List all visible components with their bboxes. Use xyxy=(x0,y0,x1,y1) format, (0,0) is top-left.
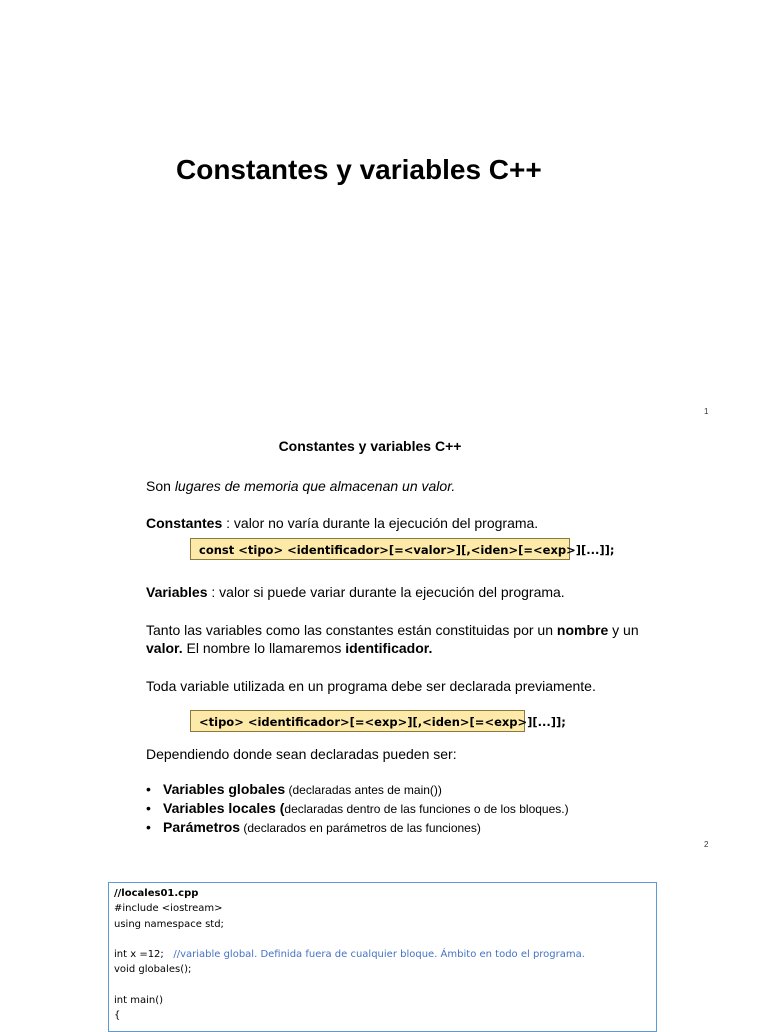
tanto-line-2: valor. El nombre lo llamaremos identificador. xyxy=(146,640,433,656)
constantes-label: Constantes xyxy=(146,515,223,531)
dependiendo-paragraph: Dependiendo donde sean declaradas pueden ser: xyxy=(146,746,457,762)
variables-label: Variables xyxy=(146,584,208,600)
bullet-icon: • xyxy=(146,781,151,797)
slide-1-title: Constantes y variables C++ xyxy=(176,154,542,185)
code-blank-line xyxy=(114,978,651,993)
code-line: void globales(); xyxy=(114,964,192,976)
code-line: int x =12; //variable global. Definida fuera de cualquier bloque. Ámbito en todo el programa. xyxy=(114,949,585,961)
code-line: int main() xyxy=(114,995,164,1007)
intro-italic: lugares de memoria que almacenan un valor. xyxy=(174,478,456,494)
toda-paragraph: Toda variable utilizada en un programa debe ser declarada previamente. xyxy=(146,678,596,694)
code-listing xyxy=(108,882,657,1032)
slide-2-title: Constantes y variables C++ xyxy=(278,438,462,454)
constantes-paragraph: Constantes : valor no varía durante la ejecución del programa. xyxy=(146,515,539,531)
list-item: • Parámetros (declarados en parámetros de las funciones) xyxy=(146,819,481,835)
bullet-icon: • xyxy=(146,800,151,816)
const-syntax-box: const <tipo> <identificador>[=<valor>][,<iden>[=<exp>][...]]; xyxy=(190,538,570,560)
variables-paragraph: Variables : valor si puede variar durante la ejecución del programa. xyxy=(146,584,565,600)
page-number-2: 2 xyxy=(704,840,709,849)
bullet-icon: • xyxy=(146,819,151,835)
page-number-1: 1 xyxy=(704,407,709,416)
tanto-paragraph xyxy=(146,621,639,657)
tanto-line-1: Tanto las variables como las constantes están constituidas por un nombre y un xyxy=(146,622,639,638)
code-line: using namespace std; xyxy=(114,918,224,930)
code-blank-line xyxy=(114,932,651,947)
code-line: { xyxy=(114,1010,121,1022)
declaration-kinds-list xyxy=(146,780,569,837)
list-item: • Variables globales (declaradas antes de main()) xyxy=(146,781,442,797)
var-syntax-box: <tipo> <identificador>[=<exp>][,<iden>[=<exp>][...]]; xyxy=(190,710,525,732)
code-comment: //variable global. Definida fuera de cualquier bloque. Ámbito en todo el programa. xyxy=(173,949,585,961)
list-item: • Variables locales (declaradas dentro de las funciones o de los bloques.) xyxy=(146,800,569,816)
code-filename: //locales01.cpp xyxy=(114,888,199,899)
intro-paragraph: Son lugares de memoria que almacenan un valor. xyxy=(146,478,456,494)
code-line: #include <iostream> xyxy=(114,903,223,915)
